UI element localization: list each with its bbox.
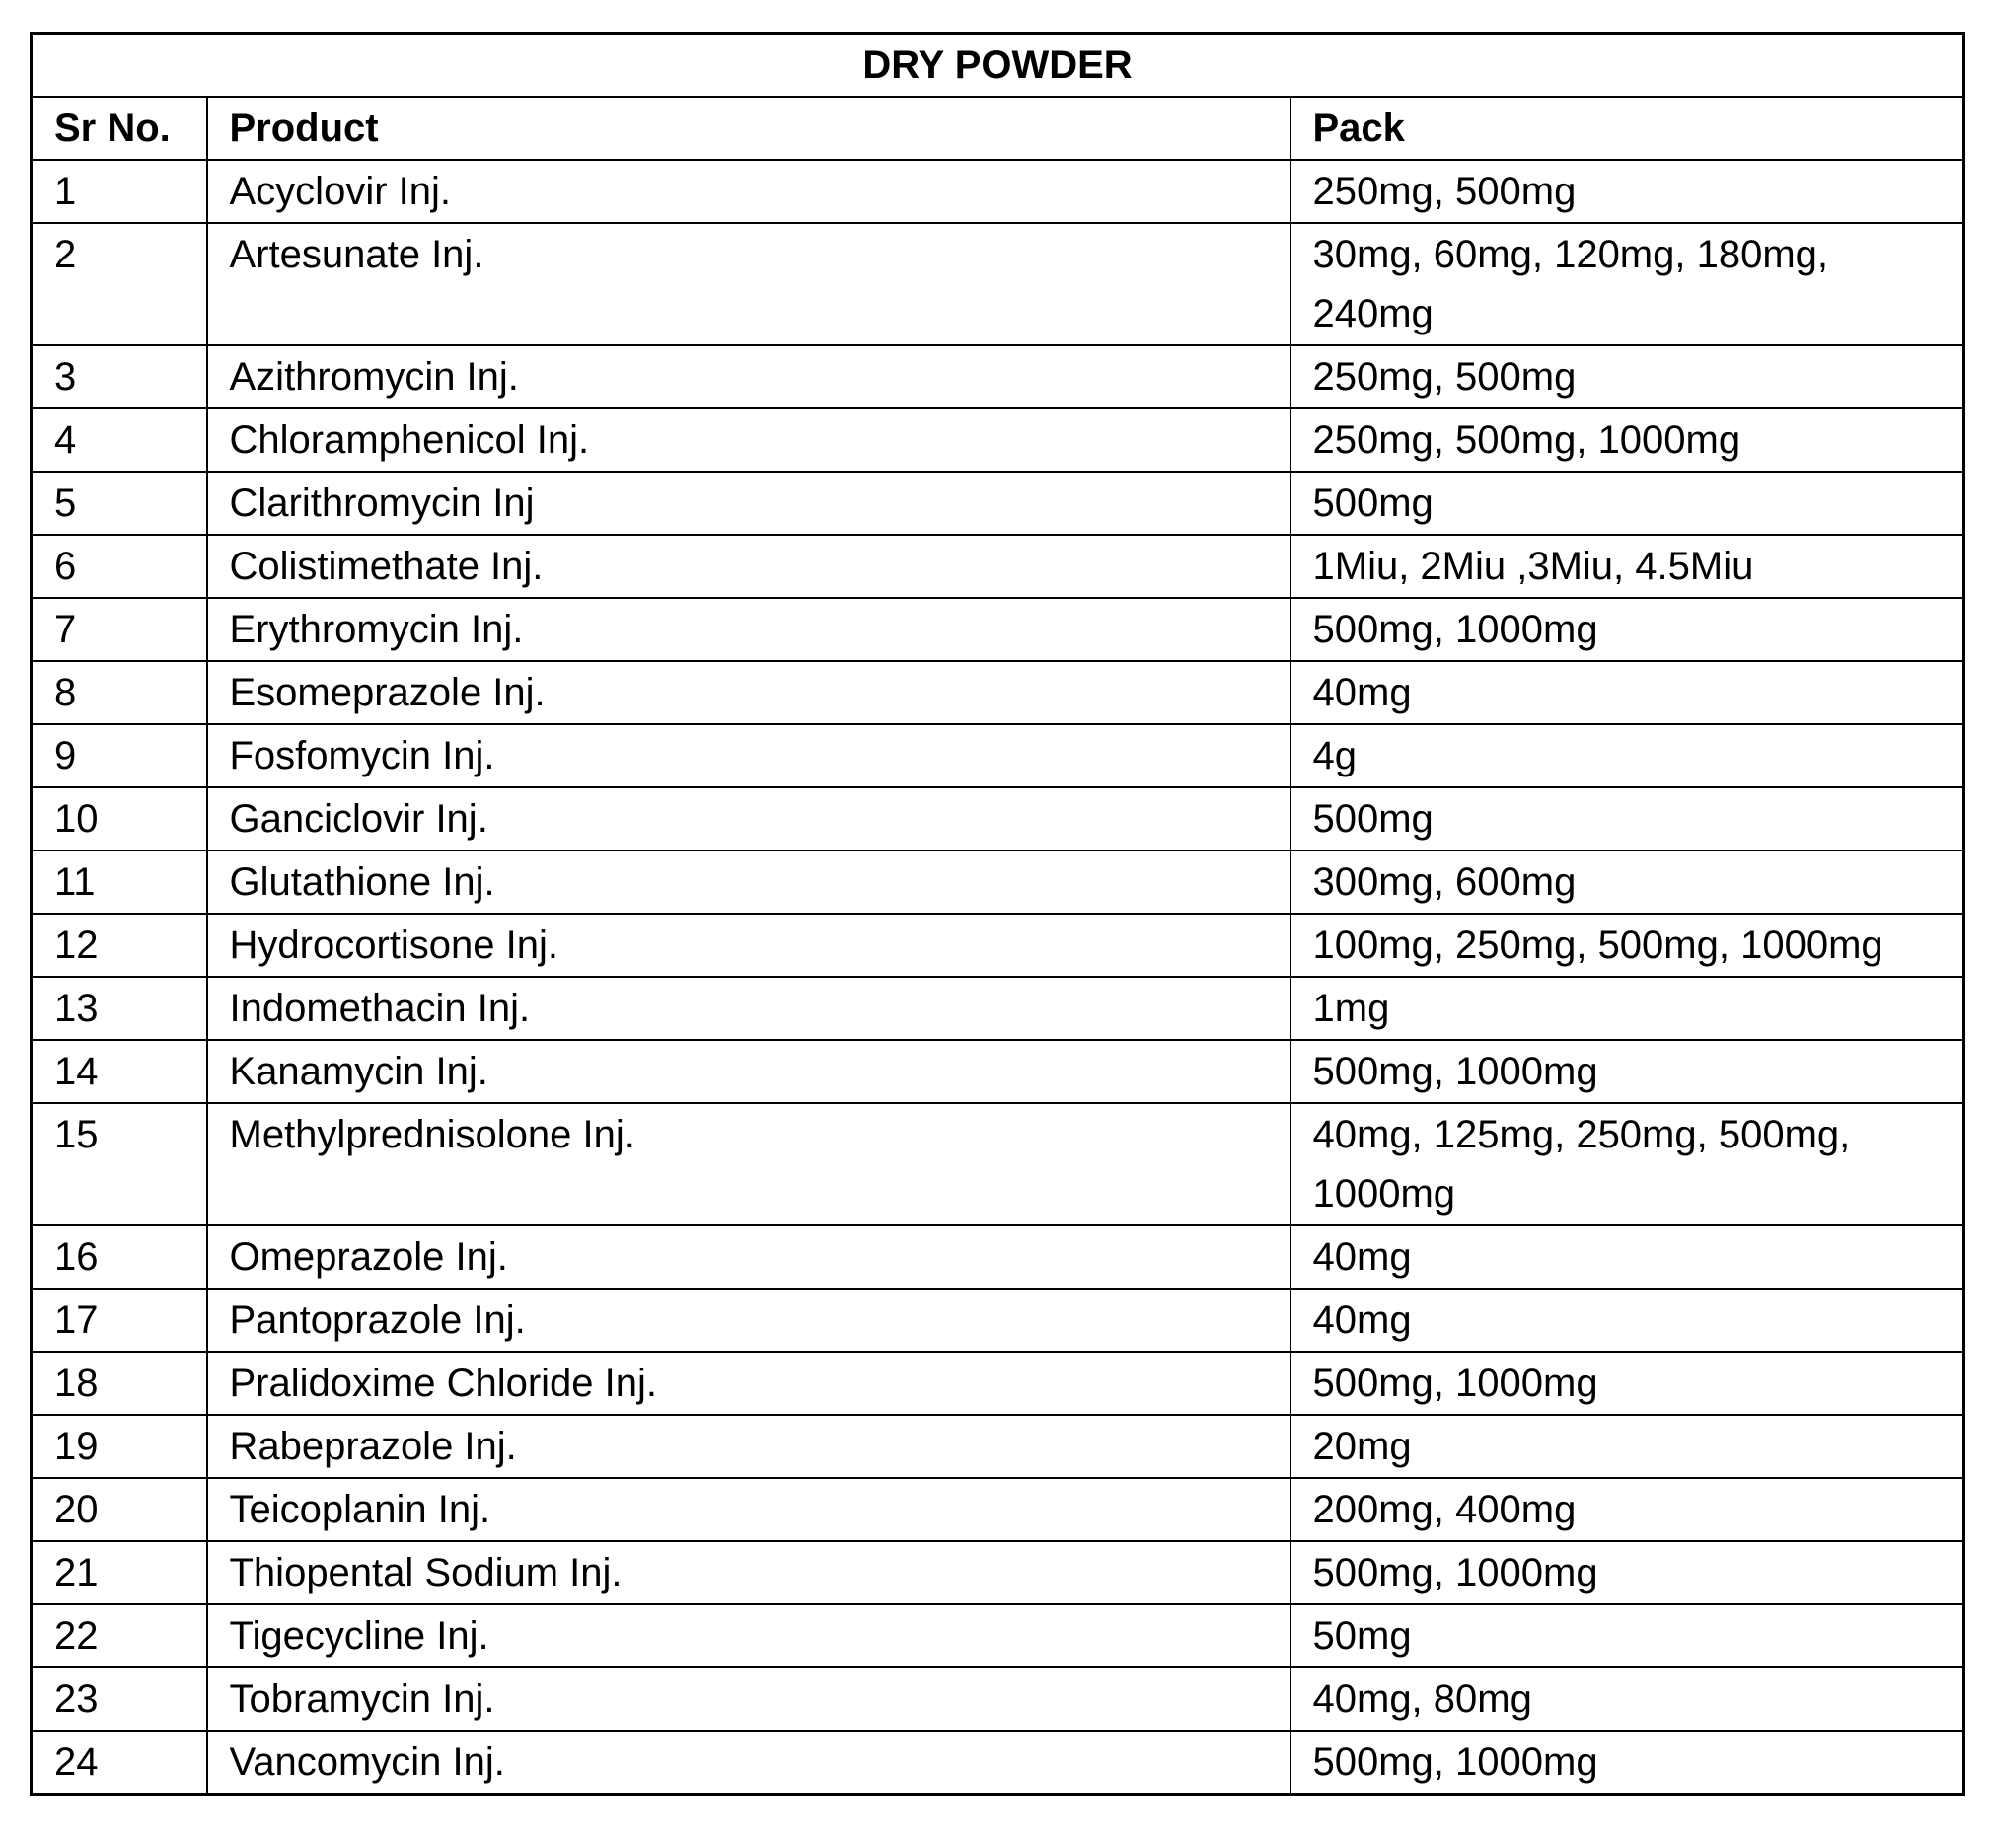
cell-pack: 20mg xyxy=(1290,1415,1964,1478)
cell-product: Clarithromycin Inj xyxy=(207,472,1290,535)
cell-product: Azithromycin Inj. xyxy=(207,345,1290,408)
cell-pack: 500mg xyxy=(1290,472,1964,535)
cell-pack: 200mg, 400mg xyxy=(1290,1478,1964,1541)
cell-sr-no: 12 xyxy=(32,914,207,977)
cell-product: Chloramphenicol Inj. xyxy=(207,408,1290,472)
cell-product: Erythromycin Inj. xyxy=(207,598,1290,661)
table-row xyxy=(32,1478,1964,1541)
cell-sr-no: 1 xyxy=(32,160,207,223)
cell-sr-no: 3 xyxy=(32,345,207,408)
cell-sr-no: 18 xyxy=(32,1352,207,1415)
cell-pack: 40mg xyxy=(1290,661,1964,724)
header-product: Product xyxy=(207,97,1290,160)
cell-product: Artesunate Inj. xyxy=(207,223,1290,345)
cell-pack: 40mg xyxy=(1290,1225,1964,1289)
cell-pack: 1mg xyxy=(1290,977,1964,1040)
header-pack: Pack xyxy=(1290,97,1964,160)
header-sr-no: Sr No. xyxy=(32,97,207,160)
cell-pack: 500mg, 1000mg xyxy=(1290,1731,1964,1795)
table-row xyxy=(32,1225,1964,1289)
cell-product: Thiopental Sodium Inj. xyxy=(207,1541,1290,1604)
cell-product: Acyclovir Inj. xyxy=(207,160,1290,223)
cell-product: Fosfomycin Inj. xyxy=(207,724,1290,787)
cell-sr-no: 6 xyxy=(32,535,207,598)
cell-sr-no: 13 xyxy=(32,977,207,1040)
table-row xyxy=(32,977,1964,1040)
cell-pack: 500mg xyxy=(1290,787,1964,850)
table-body xyxy=(32,160,1964,1795)
cell-sr-no: 2 xyxy=(32,223,207,345)
cell-product: Teicoplanin Inj. xyxy=(207,1478,1290,1541)
cell-product: Tigecycline Inj. xyxy=(207,1604,1290,1667)
table-row xyxy=(32,724,1964,787)
table-row xyxy=(32,661,1964,724)
cell-sr-no: 16 xyxy=(32,1225,207,1289)
cell-pack: 1Miu, 2Miu ,3Miu, 4.5Miu xyxy=(1290,535,1964,598)
table-row xyxy=(32,160,1964,223)
cell-product: Rabeprazole Inj. xyxy=(207,1415,1290,1478)
cell-sr-no: 9 xyxy=(32,724,207,787)
cell-sr-no: 19 xyxy=(32,1415,207,1478)
cell-pack: 500mg, 1000mg xyxy=(1290,1541,1964,1604)
cell-product: Glutathione Inj. xyxy=(207,850,1290,914)
cell-pack: 500mg, 1000mg xyxy=(1290,598,1964,661)
cell-pack: 40mg xyxy=(1290,1289,1964,1352)
table-title: DRY POWDER xyxy=(32,34,1964,98)
cell-sr-no: 22 xyxy=(32,1604,207,1667)
table-row xyxy=(32,1103,1964,1225)
cell-sr-no: 17 xyxy=(32,1289,207,1352)
cell-sr-no: 20 xyxy=(32,1478,207,1541)
table-row xyxy=(32,1415,1964,1478)
cell-sr-no: 10 xyxy=(32,787,207,850)
table-row xyxy=(32,1604,1964,1667)
table-row xyxy=(32,1541,1964,1604)
cell-product: Colistimethate Inj. xyxy=(207,535,1290,598)
cell-sr-no: 7 xyxy=(32,598,207,661)
table-row xyxy=(32,345,1964,408)
cell-product: Tobramycin Inj. xyxy=(207,1667,1290,1731)
cell-product: Pantoprazole Inj. xyxy=(207,1289,1290,1352)
cell-product: Indomethacin Inj. xyxy=(207,977,1290,1040)
table-row xyxy=(32,223,1964,345)
cell-pack: 250mg, 500mg, 1000mg xyxy=(1290,408,1964,472)
table-row xyxy=(32,598,1964,661)
table-title-row xyxy=(32,34,1964,98)
table-row xyxy=(32,850,1964,914)
table-row xyxy=(32,914,1964,977)
cell-pack: 40mg, 125mg, 250mg, 500mg, 1000mg xyxy=(1290,1103,1964,1225)
cell-pack: 50mg xyxy=(1290,1604,1964,1667)
table-row xyxy=(32,1352,1964,1415)
cell-product: Hydrocortisone Inj. xyxy=(207,914,1290,977)
cell-product: Vancomycin Inj. xyxy=(207,1731,1290,1795)
table-row xyxy=(32,472,1964,535)
cell-pack: 300mg, 600mg xyxy=(1290,850,1964,914)
table-row xyxy=(32,1667,1964,1731)
cell-product: Pralidoxime Chloride Inj. xyxy=(207,1352,1290,1415)
cell-pack: 30mg, 60mg, 120mg, 180mg, 240mg xyxy=(1290,223,1964,345)
cell-pack: 250mg, 500mg xyxy=(1290,160,1964,223)
table-header-row xyxy=(32,97,1964,160)
cell-sr-no: 8 xyxy=(32,661,207,724)
table-row xyxy=(32,408,1964,472)
cell-product: Kanamycin Inj. xyxy=(207,1040,1290,1103)
cell-sr-no: 24 xyxy=(32,1731,207,1795)
cell-product: Esomeprazole Inj. xyxy=(207,661,1290,724)
cell-sr-no: 4 xyxy=(32,408,207,472)
cell-product: Ganciclovir Inj. xyxy=(207,787,1290,850)
cell-pack: 100mg, 250mg, 500mg, 1000mg xyxy=(1290,914,1964,977)
cell-pack: 40mg, 80mg xyxy=(1290,1667,1964,1731)
cell-sr-no: 23 xyxy=(32,1667,207,1731)
cell-sr-no: 15 xyxy=(32,1103,207,1225)
cell-pack: 250mg, 500mg xyxy=(1290,345,1964,408)
cell-sr-no: 21 xyxy=(32,1541,207,1604)
table-row xyxy=(32,535,1964,598)
cell-sr-no: 14 xyxy=(32,1040,207,1103)
cell-pack: 4g xyxy=(1290,724,1964,787)
cell-sr-no: 11 xyxy=(32,850,207,914)
table-row xyxy=(32,1731,1964,1795)
cell-product: Methylprednisolone Inj. xyxy=(207,1103,1290,1225)
cell-pack: 500mg, 1000mg xyxy=(1290,1352,1964,1415)
product-table xyxy=(30,32,1965,1796)
cell-sr-no: 5 xyxy=(32,472,207,535)
table-row xyxy=(32,1289,1964,1352)
table-row xyxy=(32,1040,1964,1103)
cell-product: Omeprazole Inj. xyxy=(207,1225,1290,1289)
cell-pack: 500mg, 1000mg xyxy=(1290,1040,1964,1103)
table-row xyxy=(32,787,1964,850)
